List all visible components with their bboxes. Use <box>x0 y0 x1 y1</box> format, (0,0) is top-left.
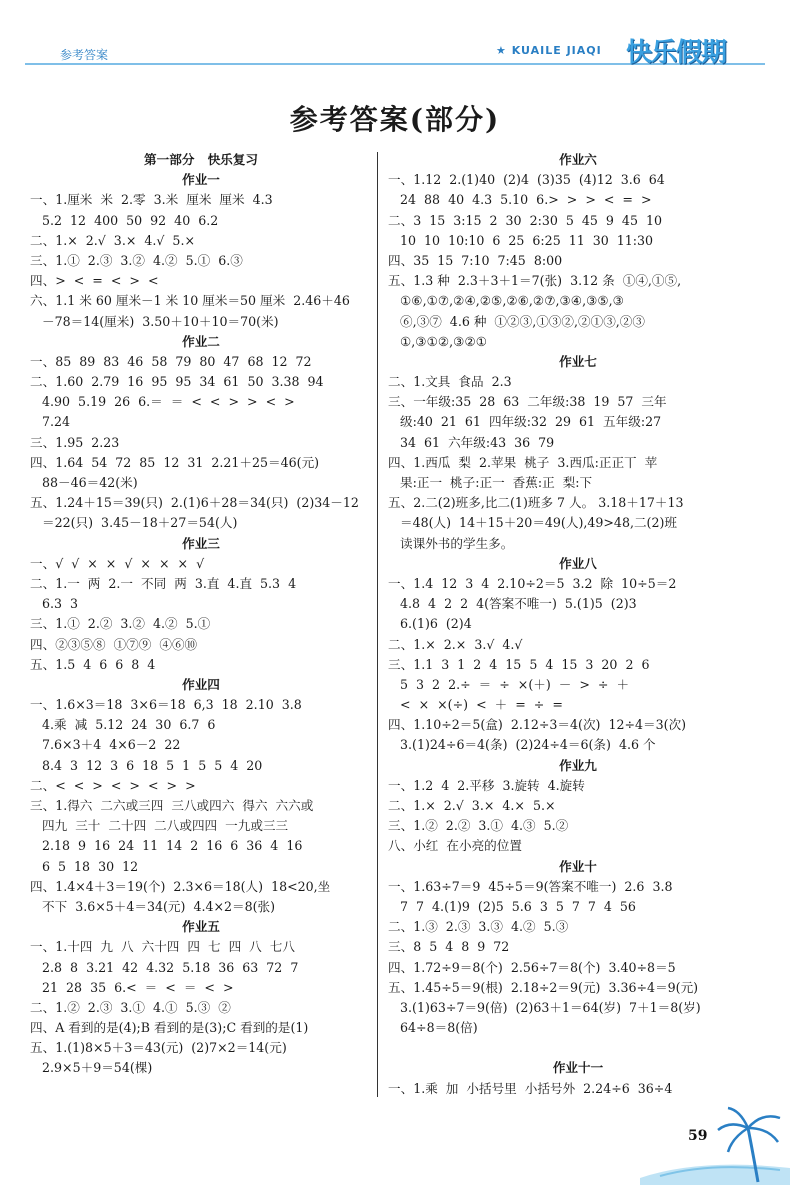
answer-line: 五、1.(1)8×5＋3＝43(元) (2)7×2＝14(元) <box>30 1040 287 1056</box>
answer-line: 2.8 8 3.21 42 4.32 5.18 36 63 72 7 <box>30 959 299 975</box>
section-heading: 作业九 <box>559 757 597 773</box>
answer-line: 三、1.② 2.② 3.① 4.③ 5.② <box>388 818 569 834</box>
answer-line: 级:40 21 61 四年级:32 29 61 五年级:27 <box>388 414 662 430</box>
answer-line: 四、35 15 7:10 7:45 8:00 <box>388 252 563 268</box>
brand-english: ★ KUAILE JIAQI <box>496 44 602 57</box>
answer-line: 一、1.63÷7＝9 45÷5＝9(答案不唯一) 2.6 3.8 <box>388 878 673 894</box>
answer-line: 八、小红 在小亮的位置 <box>388 838 522 854</box>
answer-line: 五、1.45÷5＝9(根) 2.18÷2＝9(元) 3.36÷4＝9(元) <box>388 979 699 995</box>
answer-line: 三、8 5 4 8 9 72 <box>388 939 510 955</box>
answer-line: 二、1.× 2.√ 3.× 4.× 5.× <box>388 798 556 813</box>
answer-line: 二、< < > < > < > > <box>30 777 196 793</box>
answer-line: 一、1.2 4 2.平移 3.旋转 4.旋转 <box>388 777 585 793</box>
answer-line: 一、1.厘米 米 2.零 3.米 厘米 厘米 4.3 <box>30 192 273 208</box>
answer-line: 一、85 89 83 46 58 79 80 47 68 12 72 <box>30 353 312 369</box>
answer-line: 一、1.4 12 3 4 2.10÷2＝5 3.2 除 10÷5＝2 <box>388 575 677 591</box>
answer-line: 四、②③⑤⑧ ①⑦⑨ ④⑥⑩ <box>30 636 198 652</box>
section-heading: 作业一 <box>182 172 220 188</box>
answer-line: < × ×(÷) < ＋ = ÷ = <box>388 697 563 713</box>
page-title: 参考答案(部分) <box>289 103 501 136</box>
section-heading: 作业七 <box>559 353 597 369</box>
header-label: 参考答案 <box>60 48 109 62</box>
answer-line: 5.2 12 400 50 92 40 6.2 <box>30 212 219 228</box>
answer-line: 8.4 3 12 3 6 18 5 1 5 5 4 20 <box>30 757 263 773</box>
answer-line: 10 10 10:10 6 25 6:25 11 30 11:30 <box>388 232 654 248</box>
brand-logo-chinese: 快乐假期 <box>626 38 727 68</box>
answer-line: 五、1.24＋15＝39(只) 2.(1)6＋28＝34(只) (2)34－12 <box>30 495 359 511</box>
answer-line: 4.8 4 2 2 4(答案不唯一) 5.(1)5 (2)3 <box>388 596 637 612</box>
answer-line: 7.6×3＋4 4×6－2 22 <box>30 737 181 753</box>
answer-line: 34 61 六年级:43 36 79 <box>388 434 555 450</box>
answer-line: ⑥,③⑦ 4.6 种 ①②③,①③②,②①③,②③ <box>388 313 645 329</box>
answer-line: 四、1.4×4＋3＝19(个) 2.3×6＝18(人) 18<20,坐 <box>30 878 331 894</box>
answer-line: 21 28 35 6.< ＝ < ＝ < > <box>30 979 234 995</box>
answer-line: 二、1.② 2.③ 3.① 4.① 5.③ ② <box>30 999 231 1015</box>
answer-line: 读课外书的学生多。 <box>388 535 514 551</box>
answer-line: 6.(1)6 (2)4 <box>388 616 472 632</box>
answer-line: －78＝14(厘米) 3.50＋10＋10＝70(米) <box>30 313 279 329</box>
answer-line: 五、1.5 4 6 6 8 4 <box>30 656 156 672</box>
answer-line: 不下 3.6×5＋4＝34(元) 4.4×2＝8(张) <box>30 898 276 914</box>
answer-line: 五、2.二(2)班多,比二(1)班多 7 人。 3.18＋17＋13 <box>388 495 684 511</box>
answer-line: 一、√ √ × × √ × × × √ <box>30 555 205 571</box>
answer-line: 四、1.72÷9＝8(个) 2.56÷7＝8(个) 3.40÷8＝5 <box>388 959 676 975</box>
column-divider <box>377 152 378 1097</box>
answer-line: ＝48(人) 14＋15＋20＝49(人),49>48,二(2)班 <box>388 515 677 531</box>
palm-tree-decoration-icon <box>640 1098 790 1185</box>
section-heading: 作业八 <box>559 555 597 571</box>
answer-line: 三、1.1 3 1 2 4 15 5 4 15 3 20 2 6 <box>388 656 650 672</box>
answer-line: 一、1.12 2.(1)40 (2)4 (3)35 (4)12 3.6 64 <box>388 172 665 188</box>
page-header <box>0 0 790 75</box>
section-heading: 作业二 <box>182 333 220 349</box>
answer-line: 5 3 2 2.÷ ＝ ÷ ×(＋) － > ÷ ＋ <box>388 676 630 692</box>
answer-line: 果:正一 桃子:正一 香蕉:正 梨:下 <box>388 475 593 490</box>
answer-line: 四、> < = < > < <box>30 273 159 289</box>
page-number: 59 <box>688 1128 708 1144</box>
answer-line: 三、1.95 2.23 <box>30 434 120 450</box>
answer-line: 2.18 9 16 24 11 14 2 16 6 36 4 16 <box>30 838 303 854</box>
answer-line: ＝22(只) 3.45－18＋27＝54(人) <box>30 515 238 531</box>
section-heading: 作业十 <box>559 858 597 874</box>
answer-line: 六、1.1 米 60 厘米－1 米 10 厘米＝50 厘米 2.46＋46 <box>30 293 350 309</box>
answer-line: 64÷8＝8(倍) <box>388 1020 478 1036</box>
answer-line: 二、1.文具 食品 2.3 <box>388 374 512 390</box>
answer-line: 三、1.① 2.③ 3.② 4.② 5.① 6.③ <box>30 252 243 268</box>
section-heading: 作业五 <box>182 919 220 935</box>
answer-line: 二、1.× 2.√ 3.× 4.√ 5.× <box>30 232 195 248</box>
section-heading: 第一部分 快乐复习 <box>144 152 258 167</box>
answer-line: 3.(1)24÷6＝4(条) (2)24÷4＝6(条) 4.6 个 <box>388 737 656 753</box>
answer-line: 二、1.× 2.× 3.√ 4.√ <box>388 636 523 652</box>
answer-line: 四、A 看到的是(4);B 看到的是(3);C 看到的是(1) <box>30 1020 309 1036</box>
answer-line: 7 7 4.(1)9 (2)5 5.6 3 5 7 7 4 56 <box>388 898 636 914</box>
answer-line: 三、1.得六 二六或三四 三八或四六 得六 六六或 <box>30 798 314 813</box>
answer-line: 四九 三十 二十四 二八或四四 一九或三三 <box>30 818 289 834</box>
answer-line: 二、3 15 3:15 2 30 2:30 5 45 9 45 10 <box>388 212 662 228</box>
section-heading: 作业十一 <box>552 1060 604 1076</box>
answer-line: 88－46＝42(米) <box>30 475 138 490</box>
answer-line: 4.90 5.19 26 6.＝ ＝ < < > > < > <box>30 394 295 410</box>
answer-line: 二、1.60 2.79 16 95 95 34 61 50 3.38 94 <box>30 374 324 390</box>
answer-line: 2.9×5＋9＝54(棵) <box>30 1060 153 1076</box>
left-column <box>30 150 372 1079</box>
answer-line: 四、1.10÷2＝5(盒) 2.12÷3＝4(次) 12÷4＝3(次) <box>388 717 687 733</box>
answer-line: 6.3 3 <box>30 596 79 612</box>
answer-line: 三、1.① 2.② 3.② 4.② 5.① <box>30 616 211 632</box>
answer-line: ①,③①②,③②① <box>388 333 488 349</box>
answer-line: 四、1.64 54 72 85 12 31 2.21＋25＝46(元) <box>30 454 320 470</box>
answer-line <box>388 1038 768 1058</box>
answer-line: 二、1.③ 2.③ 3.③ 4.② 5.③ <box>388 919 569 935</box>
section-heading: 作业四 <box>182 676 220 692</box>
answer-line: 二、1.一 两 2.一 不同 两 3.直 4.直 5.3 4 <box>30 575 297 591</box>
answer-line: 五、1.3 种 2.3＋3＋1＝7(张) 3.12 条 ①④,①⑤, <box>388 273 682 289</box>
answer-line: 4.乘 减 5.12 24 30 6.7 6 <box>30 717 216 733</box>
answer-line: 6 5 18 30 12 <box>30 858 139 874</box>
answer-line: ①⑥,①⑦,②④,②⑤,②⑥,②⑦,③④,③⑤,③ <box>388 293 624 309</box>
answer-line: 四、1.西瓜 梨 2.苹果 桃子 3.西瓜:正正丅 苹 <box>388 454 658 470</box>
answer-line: 三、一年级:35 28 63 二年级:38 19 57 三年 <box>388 394 667 410</box>
section-heading: 作业六 <box>559 152 597 167</box>
answer-line: 一、1.6×3＝18 3×6＝18 6,3 18 2.10 3.8 <box>30 697 302 713</box>
answer-line: 24 88 40 4.3 5.10 6.> > > < = > <box>388 192 652 208</box>
answer-line: 一、1.十四 九 八 六十四 四 七 四 八 七八 <box>30 939 295 955</box>
answer-line: 3.(1)63÷7＝9(倍) (2)63＋1＝64(岁) 7＋1＝8(岁) <box>388 999 701 1015</box>
answer-line: 一、1.乘 加 小括号里 小括号外 2.24÷6 36÷4 <box>388 1080 673 1096</box>
answer-line: 7.24 <box>30 414 71 430</box>
section-heading: 作业三 <box>182 535 220 551</box>
right-column <box>388 150 768 1099</box>
